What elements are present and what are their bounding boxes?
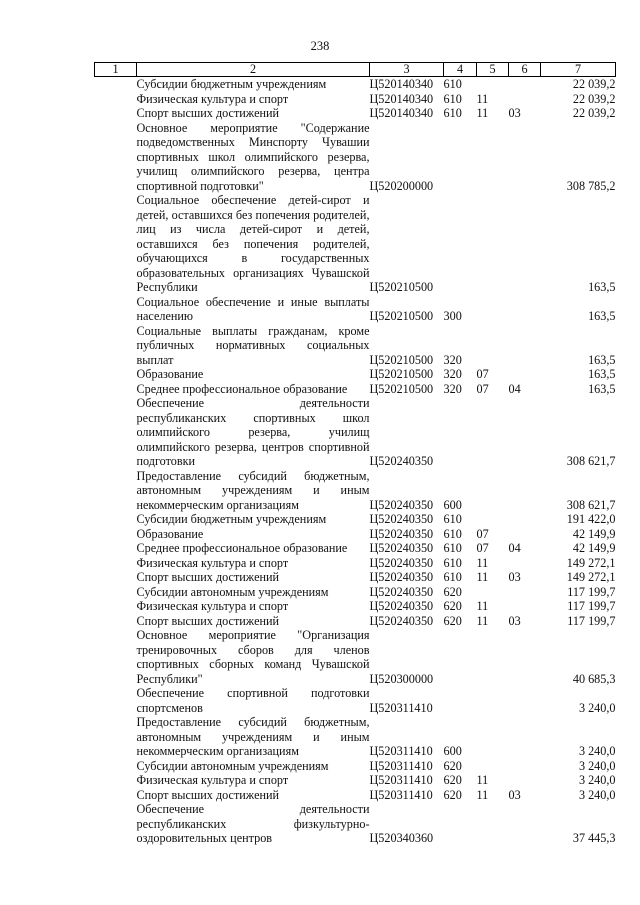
- row-col6: [509, 396, 541, 469]
- row-spacer: [95, 715, 137, 759]
- row-col4: 610: [443, 570, 462, 584]
- row-name: Физическая культура и спорт: [136, 599, 289, 613]
- row-col5: [477, 759, 509, 774]
- row-col5: 11: [476, 106, 489, 120]
- row-code: Ц520240350: [369, 526, 434, 541]
- table-row: [95, 570, 616, 585]
- table-row: [95, 396, 616, 469]
- row-col6: [509, 715, 541, 759]
- row-col6: [509, 295, 541, 324]
- row-name: Спорт высших достижений: [136, 570, 280, 584]
- row-col5: [477, 396, 509, 469]
- row-name: Субсидии автономным учреждениям: [136, 758, 329, 773]
- row-col5: 11: [476, 599, 489, 613]
- table-row: [95, 92, 616, 107]
- row-col6: [509, 556, 541, 571]
- row-name: Субсидии бюджетным учреждениям: [136, 77, 327, 91]
- row-code: Ц520140340: [369, 77, 434, 91]
- row-col4: 610: [443, 541, 462, 555]
- row-col4: 610: [443, 77, 462, 91]
- row-col6: [509, 367, 541, 382]
- table-row: [95, 614, 616, 629]
- row-col4: 620: [443, 787, 462, 802]
- column-header-5: 5: [477, 63, 509, 77]
- row-col5: [477, 295, 509, 324]
- row-col6: [509, 77, 541, 92]
- row-name: Предоставление субсидий бюджетным, автономным учреждениям и иным некоммерческим организациям: [136, 715, 370, 758]
- table-body: [95, 77, 616, 846]
- row-col5: 11: [476, 555, 489, 570]
- row-name: Среднее профессиональное образование: [136, 381, 348, 396]
- header-row: [95, 63, 616, 77]
- row-col5: [477, 628, 509, 686]
- row-code: Ц520140340: [369, 106, 434, 120]
- row-name: Обеспечение деятельности республиканских физкультурно-оздоровительных центров: [136, 802, 370, 845]
- row-col6: [509, 527, 541, 542]
- row-spacer: [95, 585, 137, 600]
- row-col6: [509, 802, 541, 846]
- row-spacer: [95, 121, 137, 194]
- table-row: [95, 527, 616, 542]
- row-col4: 610: [443, 512, 462, 526]
- row-col6: 03: [508, 570, 521, 584]
- row-spacer: [95, 396, 137, 469]
- row-code: Ц520140340: [369, 91, 434, 106]
- row-amount: 117 199,7: [567, 599, 616, 613]
- row-col5: [477, 512, 509, 527]
- row-col4: 610: [443, 91, 462, 106]
- row-spacer: [95, 92, 137, 107]
- table-row: [95, 788, 616, 803]
- row-code: Ц520311410: [369, 700, 433, 715]
- row-amount: 149 272,1: [566, 570, 616, 584]
- row-spacer: [95, 556, 137, 571]
- table-row: [95, 541, 616, 556]
- row-col6: [509, 469, 541, 513]
- row-amount: 308 621,7: [566, 454, 616, 468]
- table-row: [95, 802, 616, 846]
- table-row: [95, 759, 616, 774]
- row-code: Ц520240350: [369, 584, 434, 599]
- row-col5: [477, 469, 509, 513]
- table-row: [95, 193, 616, 295]
- row-col5: [477, 193, 509, 295]
- row-code: Ц520240350: [369, 613, 434, 628]
- row-code: Ц520340360: [369, 831, 434, 845]
- row-name: Обеспечение спортивной подготовки спортсменов: [136, 686, 370, 715]
- table-row: [95, 599, 616, 614]
- row-col5: [477, 585, 509, 600]
- row-name: Социальные выплаты гражданам, кроме публичных нормативных социальных выплат: [136, 323, 370, 367]
- row-col5: [477, 121, 509, 194]
- row-name: Спорт высших достижений: [136, 787, 280, 802]
- row-name: Основное мероприятие "Организация тренировочных сборов для членов спортивных сборных команд Чувашской Республики": [136, 628, 370, 686]
- table-row: [95, 686, 616, 715]
- row-col4: 320: [443, 381, 462, 396]
- row-col4: [444, 121, 477, 194]
- table-row: [95, 512, 616, 527]
- row-name: Предоставление субсидий бюджетным, автономным учреждениям и иным некоммерческим организациям: [136, 468, 370, 512]
- row-col4: [444, 396, 477, 469]
- row-col4: 610: [443, 555, 462, 570]
- row-col6: [509, 121, 541, 194]
- row-spacer: [95, 512, 137, 527]
- row-col4: 620: [443, 773, 462, 787]
- row-col6: [509, 628, 541, 686]
- row-code: Ц520240350: [369, 512, 434, 526]
- row-col6: 03: [508, 787, 521, 802]
- row-code: Ц520240350: [369, 497, 434, 512]
- row-col6: 04: [508, 381, 521, 396]
- row-spacer: [95, 614, 137, 629]
- budget-table: [94, 62, 616, 846]
- row-col6: 03: [508, 106, 521, 120]
- row-amount: 163,5: [588, 352, 616, 367]
- row-col4: 620: [443, 599, 462, 613]
- table-row: [95, 324, 616, 368]
- row-spacer: [95, 324, 137, 368]
- row-code: Ц520210500: [369, 381, 434, 396]
- row-col4: [444, 686, 477, 715]
- row-spacer: [95, 773, 137, 788]
- row-col4: 620: [443, 613, 462, 628]
- row-code: Ц520311410: [369, 787, 433, 802]
- row-amount: 42 149,9: [572, 541, 616, 555]
- row-spacer: [95, 106, 137, 121]
- row-code: Ц520240350: [369, 541, 434, 555]
- row-code: Ц520200000: [369, 178, 434, 193]
- row-col6: [509, 585, 541, 600]
- row-amount: 42 149,9: [572, 526, 616, 541]
- row-amount: 117 199,7: [567, 613, 616, 628]
- table-row: [95, 367, 616, 382]
- row-col5: 11: [476, 773, 489, 787]
- table-row: [95, 773, 616, 788]
- table-row: [95, 106, 616, 121]
- row-col4: 300: [443, 309, 462, 323]
- row-spacer: [95, 77, 137, 92]
- row-spacer: [95, 802, 137, 846]
- row-code: Ц520210500: [369, 309, 434, 323]
- row-amount: 3 240,0: [578, 744, 616, 758]
- row-code: Ц520240350: [369, 454, 434, 468]
- row-spacer: [95, 527, 137, 542]
- row-col5: [477, 802, 509, 846]
- row-col4: 620: [443, 758, 462, 773]
- column-header-7: 7: [541, 63, 616, 77]
- table-row: [95, 585, 616, 600]
- row-col4: 610: [443, 526, 462, 541]
- row-name: Социальное обеспечение детей-сирот и детей, оставшихся без попечения родителей, лиц из числа детей-сирот и детей, оставшихся без попечения родителей, обучающихся в государственных образовательных организациях Чувашской Республики: [136, 193, 370, 294]
- row-spacer: [95, 382, 137, 397]
- column-header-6: 6: [509, 63, 541, 77]
- row-name: Физическая культура и спорт: [136, 91, 289, 106]
- row-code: Ц520311410: [369, 758, 433, 773]
- row-col5: 07: [476, 367, 489, 381]
- table-header: [95, 63, 616, 77]
- row-col6: [509, 599, 541, 614]
- row-col6: [509, 773, 541, 788]
- row-name: Обеспечение деятельности республиканских спортивных школ олимпийского резерва, училищ олимпийского резерва, центров спортивной подготовки: [136, 396, 370, 468]
- row-name: Основное мероприятие "Содержание подведомственных Минспорту Чувашии спортивных школ олимпийского резерва, училищ олимпийского резерва, центра спортивной подготовки": [136, 120, 370, 193]
- row-amount: 308 785,2: [566, 178, 616, 193]
- table-row: [95, 77, 616, 92]
- row-amount: 37 445,3: [572, 831, 616, 845]
- row-col6: [509, 193, 541, 295]
- row-amount: 163,5: [588, 367, 616, 381]
- row-col6: [509, 759, 541, 774]
- row-amount: 117 199,7: [567, 584, 616, 599]
- row-col4: 320: [443, 352, 462, 367]
- row-name: Спорт высших достижений: [136, 106, 280, 120]
- row-col6: [509, 92, 541, 107]
- row-col5: 11: [476, 787, 489, 802]
- row-spacer: [95, 759, 137, 774]
- row-name: Образование: [136, 367, 204, 381]
- column-header-1: 1: [95, 63, 137, 77]
- row-spacer: [95, 367, 137, 382]
- table-row: [95, 382, 616, 397]
- row-spacer: [95, 469, 137, 513]
- row-amount: 163,5: [588, 280, 616, 294]
- row-amount: 3 240,0: [578, 758, 616, 773]
- row-spacer: [95, 628, 137, 686]
- row-amount: 149 272,1: [566, 555, 616, 570]
- table-row: [95, 628, 616, 686]
- row-spacer: [95, 686, 137, 715]
- row-amount: 22 039,2: [572, 106, 616, 120]
- row-col4: 600: [443, 497, 462, 512]
- page-number: 238: [310, 39, 330, 53]
- row-code: Ц520311410: [369, 773, 433, 787]
- row-col4: [444, 193, 477, 295]
- row-col4: [444, 802, 477, 846]
- row-col4: [444, 628, 477, 686]
- row-col5: [477, 77, 509, 92]
- table-row: [95, 469, 616, 513]
- row-code: Ц520311410: [369, 744, 433, 758]
- row-amount: 22 039,2: [572, 77, 616, 91]
- row-col5: 07: [476, 381, 489, 396]
- row-col6: 03: [508, 613, 521, 628]
- row-amount: 40 685,3: [572, 671, 616, 686]
- row-amount: 163,5: [588, 381, 616, 396]
- table-row: [95, 121, 616, 194]
- row-spacer: [95, 570, 137, 585]
- column-header-4: 4: [444, 63, 477, 77]
- row-amount: 191 422,0: [566, 512, 616, 526]
- row-spacer: [95, 295, 137, 324]
- row-name: Физическая культура и спорт: [136, 773, 289, 787]
- row-spacer: [95, 193, 137, 295]
- row-col4: 610: [443, 106, 462, 120]
- row-amount: 3 240,0: [578, 787, 616, 802]
- row-col6: 04: [508, 541, 521, 555]
- row-code: Ц520210500: [369, 352, 434, 367]
- row-col5: [477, 686, 509, 715]
- row-name: Физическая культура и спорт: [136, 555, 289, 570]
- table-row: [95, 715, 616, 759]
- row-col5: [477, 715, 509, 759]
- row-amount: 308 621,7: [566, 497, 616, 512]
- row-amount: 163,5: [588, 309, 616, 323]
- row-name: Спорт высших достижений: [136, 613, 280, 628]
- row-col5: 07: [476, 526, 489, 541]
- row-name: Среднее профессиональное образование: [136, 541, 348, 555]
- row-col4: 620: [443, 584, 462, 599]
- row-name: Субсидии автономным учреждениям: [136, 584, 329, 599]
- column-header-2: 2: [137, 63, 370, 77]
- row-spacer: [95, 541, 137, 556]
- row-col5: 11: [476, 91, 489, 106]
- row-code: Ц520210500: [369, 280, 434, 294]
- row-col5: [477, 324, 509, 368]
- row-col6: [509, 512, 541, 527]
- table-row: [95, 295, 616, 324]
- row-amount: 22 039,2: [572, 91, 616, 106]
- row-code: Ц520240350: [369, 555, 434, 570]
- row-name: Образование: [136, 526, 204, 541]
- column-header-3: 3: [370, 63, 444, 77]
- row-col5: 11: [476, 570, 489, 584]
- row-amount: 3 240,0: [578, 773, 616, 787]
- row-col6: [509, 686, 541, 715]
- row-col4: 600: [443, 744, 462, 758]
- row-code: Ц520210500: [369, 367, 434, 381]
- row-spacer: [95, 788, 137, 803]
- row-col6: [509, 324, 541, 368]
- row-col4: 320: [443, 367, 462, 381]
- row-col5: 07: [476, 541, 489, 555]
- row-spacer: [95, 599, 137, 614]
- row-name: Субсидии бюджетным учреждениям: [136, 512, 327, 526]
- row-code: Ц520300000: [369, 671, 434, 686]
- row-name: Социальное обеспечение и иные выплаты населению: [136, 294, 370, 323]
- row-amount: 3 240,0: [578, 700, 616, 715]
- row-code: Ц520240350: [369, 570, 434, 584]
- row-col5: 11: [476, 613, 489, 628]
- row-code: Ц520240350: [369, 599, 434, 613]
- table-row: [95, 556, 616, 571]
